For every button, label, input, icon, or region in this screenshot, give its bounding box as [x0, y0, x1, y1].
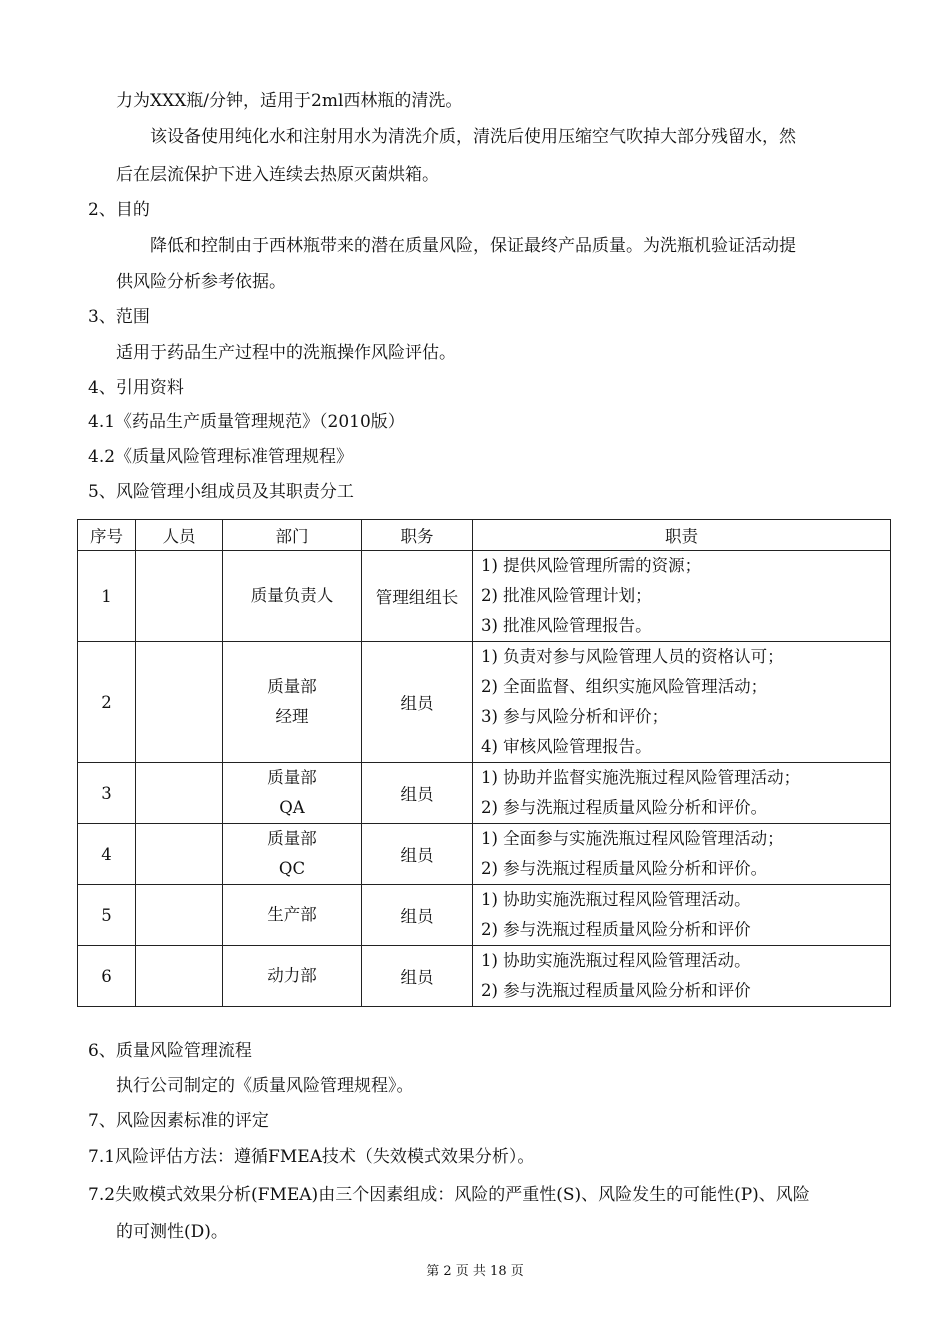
duty-line: 1) 协助实施洗瓶过程风险管理活动。	[481, 890, 751, 909]
heading-criteria: 7、风险因素标准的评定	[88, 1111, 269, 1131]
paragraph-cleaning-medium: 该设备使用纯化水和注射用水为清洗介质，清洗后使用压缩空气吹掉大部分残留水，然	[150, 127, 796, 147]
header-dept: 部门	[223, 520, 362, 551]
page-footer: 第 2 页 共 18 页	[426, 1264, 524, 1279]
paragraph-process: 执行公司制定的《质量风险管理规程》。	[116, 1076, 414, 1096]
cell-person	[136, 763, 223, 824]
cell-person	[136, 824, 223, 885]
header-duties: 职责	[473, 520, 891, 551]
cell-duties	[473, 885, 891, 946]
duty-line: 2) 参与洗瓶过程质量风险分析和评价	[481, 981, 751, 1000]
dept-line: QA	[279, 798, 305, 817]
dept-line: 经理	[275, 707, 309, 726]
duty-line: 2) 批准风险管理计划；	[481, 586, 652, 605]
table-header-row	[78, 520, 891, 551]
cell-no: 4	[78, 824, 136, 885]
dept-line: 质量部	[267, 768, 317, 787]
paragraph-cleaning-medium-cont: 后在层流保护下进入连续去热原灭菌烘箱。	[116, 165, 439, 185]
cell-role: 组员	[362, 946, 473, 1007]
duty-line: 1) 负责对参与风险管理人员的资格认可；	[481, 647, 784, 666]
section-fmea-factors-cont: 的可测性(D)。	[116, 1222, 228, 1242]
heading-process: 6、质量风险管理流程	[88, 1041, 252, 1061]
dept-line: 质量负责人	[250, 586, 334, 605]
cell-dept	[223, 642, 362, 763]
header-person: 人员	[136, 520, 223, 551]
duty-line: 1) 协助实施洗瓶过程风险管理活动。	[481, 951, 751, 970]
cell-no: 2	[78, 642, 136, 763]
heading-references: 4、引用资料	[88, 378, 184, 398]
cell-person	[136, 885, 223, 946]
table-row	[78, 946, 891, 1007]
paragraph-capacity: 力为XXX瓶/分钟，适用于2ml西林瓶的清洗。	[116, 91, 463, 111]
duty-line: 2) 全面监督、组织实施风险管理活动；	[481, 677, 768, 696]
table-row	[78, 824, 891, 885]
cell-dept	[223, 946, 362, 1007]
cell-duties	[473, 824, 891, 885]
cell-dept	[223, 824, 362, 885]
cell-person	[136, 946, 223, 1007]
dept-line: 动力部	[267, 966, 317, 985]
cell-no: 3	[78, 763, 136, 824]
reference-gmp: 4.1《药品生产质量管理规范》（2010版）	[88, 412, 405, 432]
cell-role: 组员	[362, 763, 473, 824]
cell-no: 1	[78, 551, 136, 642]
duty-line: 1) 协助并监督实施洗瓶过程风险管理活动；	[481, 768, 801, 787]
heading-purpose: 2、目的	[88, 200, 150, 220]
cell-role: 管理组组长	[362, 551, 473, 642]
dept-line: 质量部	[267, 829, 317, 848]
duty-line: 2) 参与洗瓶过程质量风险分析和评价。	[481, 859, 768, 878]
dept-line: 质量部	[267, 677, 317, 696]
table-row	[78, 551, 891, 642]
cell-duties	[473, 551, 891, 642]
cell-dept	[223, 885, 362, 946]
header-no: 序号	[78, 520, 136, 551]
section-fmea-factors: 7.2失败模式效果分析(FMEA)由三个因素组成：风险的严重性(S)、风险发生的可能性(P)、风险	[88, 1185, 810, 1205]
duty-line: 2) 参与洗瓶过程质量风险分析和评价。	[481, 798, 768, 817]
cell-person	[136, 551, 223, 642]
dept-line: QC	[278, 859, 306, 878]
cell-dept	[223, 551, 362, 642]
duty-line: 3) 批准风险管理报告。	[481, 616, 652, 635]
cell-role: 组员	[362, 824, 473, 885]
cell-dept	[223, 763, 362, 824]
cell-duties	[473, 642, 891, 763]
heading-team: 5、风险管理小组成员及其职责分工	[88, 482, 354, 502]
paragraph-scope: 适用于药品生产过程中的洗瓶操作风险评估。	[116, 343, 456, 363]
cell-no: 5	[78, 885, 136, 946]
cell-role: 组员	[362, 642, 473, 763]
table-row	[78, 642, 891, 763]
header-role: 职务	[362, 520, 473, 551]
reference-risk-procedure: 4.2《质量风险管理标准管理规程》	[88, 447, 354, 467]
cell-no: 6	[78, 946, 136, 1007]
duty-line: 1) 提供风险管理所需的资源；	[481, 556, 702, 575]
cell-duties	[473, 763, 891, 824]
heading-scope: 3、范围	[88, 307, 150, 327]
duty-line: 3) 参与风险分析和评价；	[481, 707, 669, 726]
duty-line: 2) 参与洗瓶过程质量风险分析和评价	[481, 920, 751, 939]
section-fmea-method: 7.1风险评估方法：遵循FMEA技术（失效模式效果分析）。	[88, 1147, 535, 1167]
table-row	[78, 885, 891, 946]
paragraph-purpose: 降低和控制由于西林瓶带来的潜在质量风险，保证最终产品质量。为洗瓶机验证活动提	[150, 236, 796, 256]
cell-person	[136, 642, 223, 763]
dept-line: 生产部	[267, 905, 317, 924]
paragraph-purpose-cont: 供风险分析参考依据。	[116, 272, 286, 292]
cell-duties	[473, 946, 891, 1007]
team-responsibility-table	[77, 519, 891, 1007]
table-row	[78, 763, 891, 824]
duty-line: 1) 全面参与实施洗瓶过程风险管理活动；	[481, 829, 784, 848]
cell-role: 组员	[362, 885, 473, 946]
duty-line: 4) 审核风险管理报告。	[481, 737, 652, 756]
